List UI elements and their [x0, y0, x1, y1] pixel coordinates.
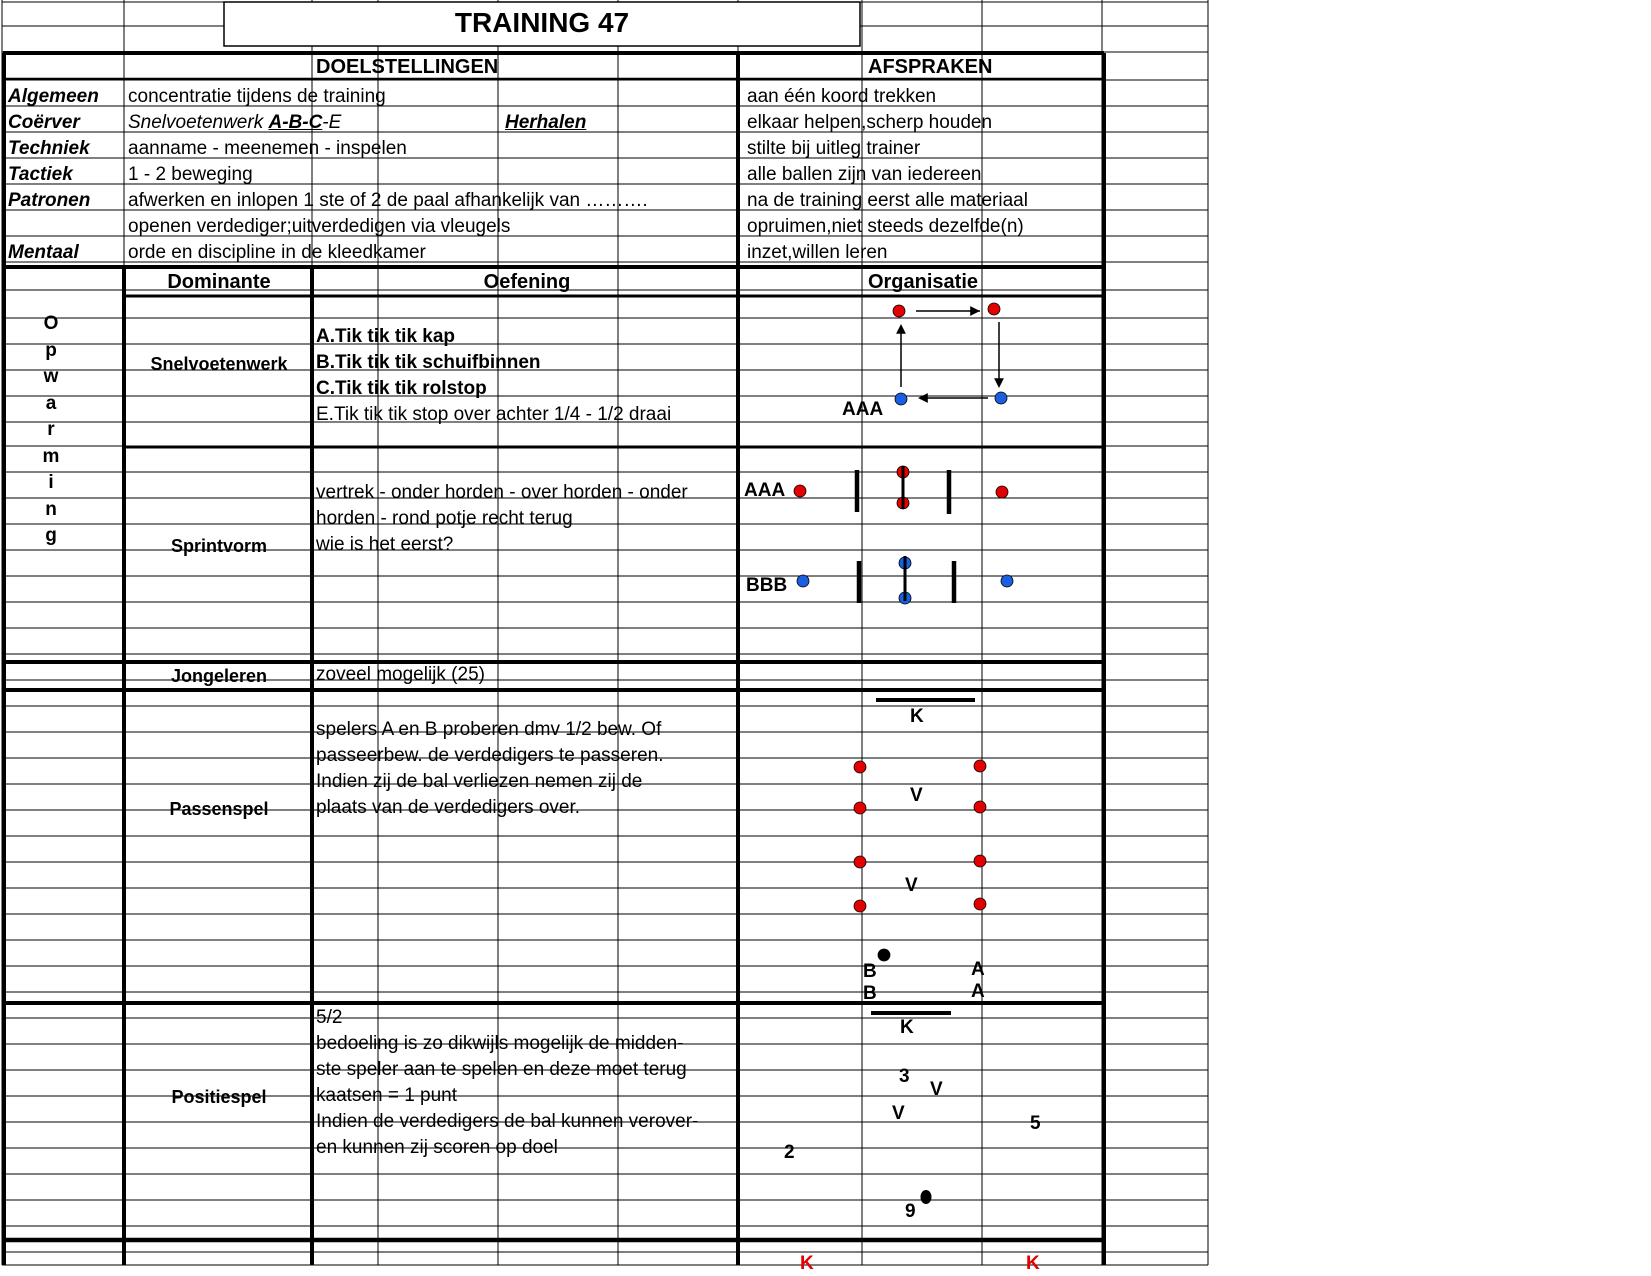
- snel-arrowhead: [896, 324, 906, 334]
- coerver-afspraak: elkaar helpen,scherp houden: [747, 112, 993, 133]
- label-techniek: Techniek: [8, 138, 90, 159]
- snel-blue-dot: [995, 392, 1007, 404]
- pos-label-2: 2: [784, 1142, 795, 1163]
- snelvoetenwerk-line-a: A.Tik tik tik kap: [316, 326, 456, 347]
- tactiek-text: 1 - 2 beweging: [128, 164, 253, 185]
- patronen-text-2: openen verdediger;uitverdedigen via vleugels: [128, 216, 511, 237]
- opwarming-letter: O: [43, 313, 59, 334]
- coerver-text-bold: A-B-C: [268, 112, 323, 133]
- sprint-diagram-label-aaa: AAA: [744, 480, 786, 501]
- pass-label-a1: A: [971, 959, 985, 980]
- pos-label-k-left: K: [800, 1253, 814, 1274]
- opwarming-letter: i: [48, 472, 54, 493]
- passenspel-line-2: passeerbew. de verdedigers te passeren.: [316, 745, 664, 766]
- algemeen-afspraak: aan één koord trekken: [747, 86, 937, 107]
- positiespel-line-6: en kunnen zij scoren op doel: [316, 1137, 558, 1158]
- pos-label-9: 9: [905, 1201, 916, 1222]
- pass-label-v2: V: [905, 875, 918, 896]
- positiespel-line-5: Indien de verdedigers de bal kunnen verover-: [316, 1111, 699, 1132]
- label-tactiek: Tactiek: [8, 164, 73, 185]
- sprintvorm-line-2: horden - rond potje recht terug: [316, 508, 573, 529]
- sprint-diagram-label-bbb: BBB: [746, 575, 788, 596]
- pass-red-dot: [974, 760, 986, 772]
- techniek-text: aanname - meenemen - inspelen: [128, 138, 407, 159]
- snel-arrowhead: [994, 378, 1004, 388]
- page-title: TRAINING 47: [454, 7, 630, 38]
- dominante-sprintvorm: Sprintvorm: [170, 536, 267, 556]
- passenspel-line-3: Indien zij de bal verliezen nemen zij de: [316, 771, 643, 792]
- pass-red-dot: [974, 855, 986, 867]
- mentaal-afspraak: inzet,willen leren: [747, 242, 888, 263]
- coerver-text-post: -E: [322, 112, 342, 133]
- snel-red-dot: [988, 303, 1000, 315]
- pos-label-v2: V: [892, 1103, 905, 1124]
- opwarming-letter: w: [43, 366, 59, 387]
- snelvoetenwerk-line-e: E.Tik tik tik stop over achter 1/4 - 1/2 draai: [316, 404, 672, 425]
- passenspel-line-4: plaats van de verdedigers over.: [316, 797, 581, 818]
- sprintvorm-line-3: wie is het eerst?: [316, 534, 454, 555]
- pass-red-dot: [854, 900, 866, 912]
- opwarming-letter: p: [45, 339, 57, 361]
- pass-label-k: K: [910, 706, 924, 727]
- opwarming-letter: a: [45, 392, 57, 414]
- pos-label-3: 3: [899, 1066, 910, 1087]
- opwarming-letter: r: [47, 419, 55, 440]
- coerver-text-pre: Snelvoetenwerk: [128, 112, 269, 133]
- pass-red-dot: [854, 761, 866, 773]
- pos-label-k: K: [900, 1017, 914, 1038]
- snel-red-dot: [893, 305, 905, 317]
- techniek-afspraak: stilte bij uitleg trainer: [747, 138, 921, 159]
- pos-ball: [921, 1190, 932, 1204]
- passenspel-line-1: spelers A en B proberen dmv 1/2 bew. Of: [316, 719, 662, 740]
- algemeen-text: concentratie tijdens de training: [128, 86, 386, 107]
- header-organisatie: Organisatie: [867, 271, 979, 293]
- label-patronen: Patronen: [8, 190, 91, 211]
- positiespel-line-2: bedoeling is zo dikwijls mogelijk de midden-: [316, 1033, 684, 1054]
- pos-label-5: 5: [1030, 1113, 1041, 1134]
- opwarming-vertical-label: [36, 311, 66, 550]
- dominante-passenspel: Passenspel: [169, 799, 269, 819]
- opwarming-letter: n: [45, 498, 57, 520]
- header-afspraken: AFSPRAKEN: [868, 56, 993, 78]
- dominante-jongeleren: Jongeleren: [170, 666, 268, 686]
- pass-label-b2: B: [863, 983, 877, 1004]
- opwarming-letter: m: [42, 445, 60, 467]
- tactiek-afspraak: alle ballen zijn van iedereen: [747, 164, 982, 185]
- sprint-blue-dot: [1001, 575, 1013, 587]
- pass-red-dot: [854, 802, 866, 814]
- label-coerver: Coërver: [8, 112, 80, 133]
- snel-arrowhead: [918, 393, 928, 403]
- snel-blue-dot: [895, 393, 907, 405]
- header-doelstellingen: DOELSTELLINGEN: [316, 56, 499, 78]
- pass-label-b1: B: [863, 961, 877, 982]
- pass-red-dot: [854, 856, 866, 868]
- sprint-blue-dot: [797, 575, 809, 587]
- dominante-snelvoetenwerk: Snelvoetenwerk: [150, 354, 288, 374]
- opwarming-letter: g: [45, 525, 57, 546]
- positiespel-line-3: ste speler aan te spelen en deze moet terug: [316, 1059, 687, 1080]
- sprintvorm-line-1: vertrek - onder horden - over horden - onder: [316, 482, 688, 503]
- patronen-text-1: afwerken en inlopen 1 ste of 2 de paal afhankelijk van ……….: [128, 190, 648, 211]
- mentaal-text: orde en discipline in de kleedkamer: [128, 242, 426, 263]
- snel-diagram-label-aaa: AAA: [842, 399, 884, 420]
- sprint-red-dot: [996, 486, 1008, 498]
- coerver-text: [128, 111, 341, 135]
- patronen-afspraak-1: na de training eerst alle materiaal: [747, 190, 1028, 211]
- snel-arrowhead: [970, 306, 980, 316]
- dominante-positiespel: Positiespel: [171, 1087, 267, 1107]
- sprint-red-dot: [794, 485, 806, 497]
- header-dominante: Dominante: [167, 271, 271, 293]
- pass-label-v1: V: [910, 785, 923, 806]
- pass-label-a2: A: [971, 981, 985, 1002]
- label-algemeen: Algemeen: [8, 86, 99, 107]
- positiespel-line-1: 5/2: [316, 1007, 343, 1028]
- pos-label-k-right: K: [1026, 1253, 1040, 1274]
- snelvoetenwerk-line-b: B.Tik tik tik schuifbinnen: [316, 352, 541, 373]
- label-mentaal: Mentaal: [8, 242, 79, 263]
- pass-red-dot: [974, 898, 986, 910]
- positiespel-line-4: kaatsen = 1 punt: [316, 1085, 458, 1106]
- header-oefening: Oefening: [483, 271, 571, 293]
- jongeleren-line-1: zoveel mogelijk (25): [316, 664, 485, 685]
- pos-label-v1: V: [930, 1079, 943, 1100]
- pass-red-dot: [974, 801, 986, 813]
- coerver-herhalen: Herhalen: [505, 112, 587, 133]
- pass-ball: [878, 949, 890, 961]
- snelvoetenwerk-line-c: C.Tik tik tik rolstop: [316, 378, 487, 399]
- patronen-afspraak-2: opruimen,niet steeds dezelfde(n): [747, 216, 1024, 237]
